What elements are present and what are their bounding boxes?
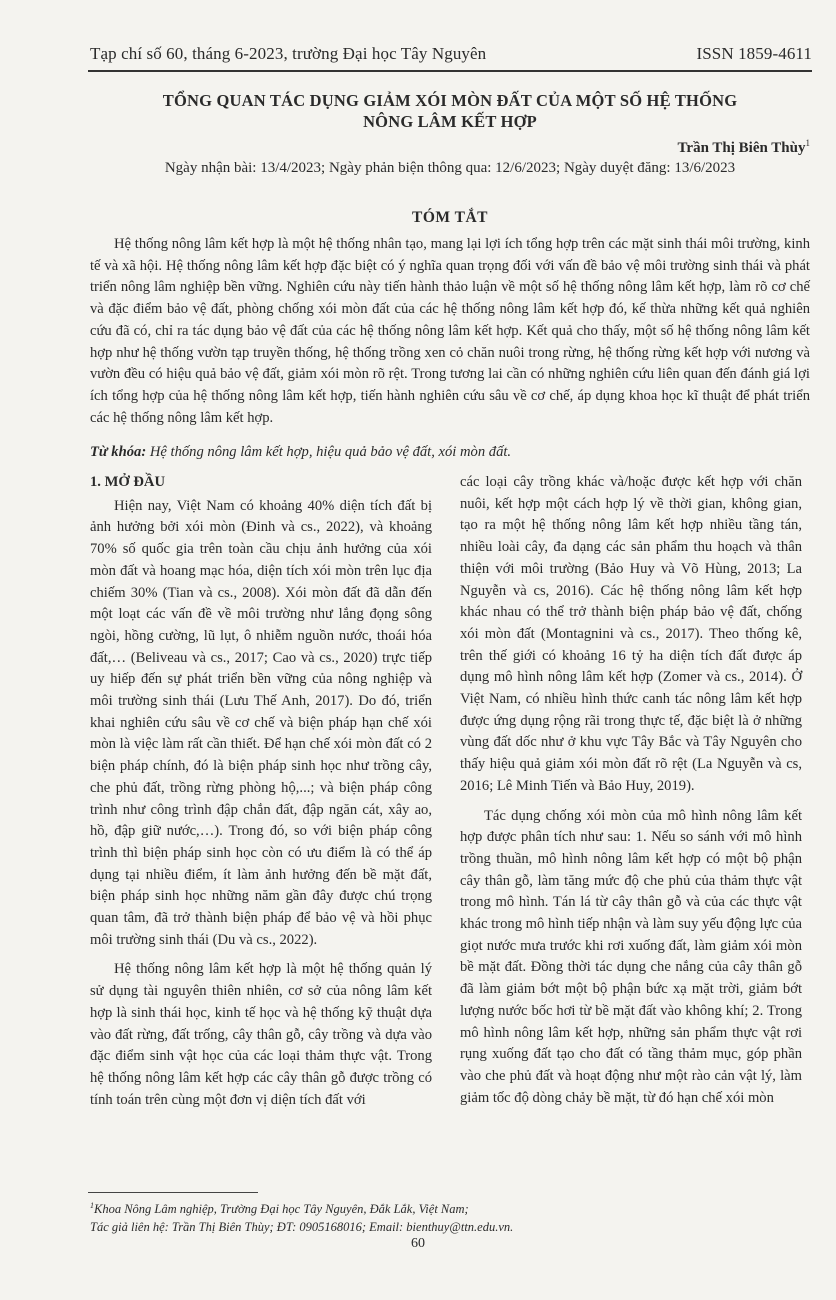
issn: ISSN 1859-4611 [696, 44, 812, 63]
affiliation-text: Khoa Nông Lâm nghiệp, Trường Đại học Tây Nguyên, Đắk Lắk, Việt Nam; [94, 1202, 469, 1217]
author [678, 138, 810, 157]
left-column [90, 472, 432, 1119]
footnotes [90, 1197, 810, 1236]
keywords [90, 444, 810, 461]
right-column [460, 472, 802, 1117]
paragraph: Tác dụng chống xói mòn của mô hình nông lâm kết hợp được phân tích như sau: 1. Nếu so sánh với mô hình trồng thuần, mô hình nông lâm kết hợp có một bộ phận cây thân gỗ, làm tăng mức độ che phủ của thảm thực vật trong mô hình. Tán lá từ cây thân gỗ và của các thực vật khác trong mô hình tiếp nhận và làm suy yếu động lực của giọt nước mưa trước khi rơi xuống đất, làm giảm xói mòn bề mặt đất. Đồng thời tác dụng che nắng của cây thân gỗ đã làm giảm bớt một bộ phận bức xạ mặt trời, giảm bớt lượng nước bốc hơi từ bề mặt đất vào không khí; 2. Trong mô hình nông lâm kết hợp, những sản phẩm thực vật rơi rụng xuống đất tạo cho đất có tầng thảm mục, góp phần vào che phủ đất và hoạt động như một rào cản vật lý, làm giảm tốc độ dòng chảy bề mặt, từ đó hạn chế xói mòn [460, 807, 802, 1106]
title-line-1: TỔNG QUAN TÁC DỤNG GIẢM XÓI MÒN ĐẤT CỦA MỘT SỐ HỆ THỐNG [162, 91, 738, 110]
footnote-contact: Tác giả liên hệ: Trần Thị Biên Thùy; ĐT: 0905168016; Email: bienthuy@ttn.edu.vn. [90, 1220, 514, 1235]
footnote-mark: 1 [90, 1201, 94, 1210]
author-affiliation-mark: 1 [805, 138, 810, 148]
paragraph: Hiện nay, Việt Nam có khoảng 40% diện tích đất bị ảnh hưởng bởi xói mòn (Đinh và cs., 2022), và khoảng 70% số quốc gia trên toàn cầu chịu ảnh hưởng của xói mòn đất và hoang mạc hóa, diện tích xói mòn trên lục địa chiếm 30% (Tian và cs., 2008). Xói mòn đất đã dẫn đến một loạt các vấn đề về môi trường như lắng đọng sông ngòi, hồng cường, lũ lụt, ô nhiễm nguồn nước, thoái hóa đất,… (Beliveau và cs., 2017; Cao và cs., 2020) trực tiếp uy hiếp đến sự phát triển bền vững của nông nghiệp và môi trường sinh thái (Lưu Thế Anh, 2017). Do đó, triển khai nghiên cứu sâu về cơ chế và biện pháp hạn chế xói mòn là việc làm rất cần thiết. Để hạn chế xói mòn đất có 2 biện pháp chính, đó là biện pháp sinh học như trồng cây, che phủ đất, trồng rừng phòng hộ,...; và biện pháp công trình như công trình đập chắn đất, đập ngăn cát, xây ao, hồ, đập giữ nước,…). Trong đó, so với biện pháp công trình thì biện pháp sinh học còn có ưu điểm là có thể áp dụng tại nhiều điểm, ít làm ảnh hưởng đến bề mặt đất, biện pháp sinh học những năm gần đây được chú trọng quan tâm, đã trở thành biện pháp để bảo vệ và hồi phục môi trường sinh thái (Du và cs., 2022). [90, 497, 432, 948]
paragraph: Hệ thống nông lâm kết hợp là một hệ thống quản lý sử dụng tài nguyên thiên nhiên, cơ sở của nông lâm kết hợp là sinh thái học, kinh tế học và hệ thống kỹ thuật dựa vào đất rừng, đất trống, cây thân gỗ, cây trồng và dựa vào đặc điểm sinh vật học của các loại thảm thực vật. Trong hệ thống nông lâm kết hợp các cây thân gỗ được trồng có tính toán trên cùng một đơn vị diện tích đất với [90, 961, 432, 1108]
article-title [88, 90, 812, 132]
journal-info: Tạp chí số 60, tháng 6-2023, trường Đại học Tây Nguyên [90, 44, 487, 63]
abstract-text: Hệ thống nông lâm kết hợp là một hệ thống nhân tạo, mang lại lợi ích tổng hợp trên các mặt sinh thái môi trường, kinh tế và xã hội. Hệ thống nông lâm kết hợp đặc biệt có ý nghĩa quan trọng đối với vấn đề bảo vệ môi trường sinh thái và phát triển nông lâm nghiệp bền vững. Nghiên cứu này tiến hành thảo luận về một số hệ thống nông lâm kết hợp, làm rõ cơ chế và đặc điểm bảo vệ đất, phòng chống xói mòn đất của các hệ thống nông lâm kết hợp đó, kế thừa những kết quả nghiên cứu đã có, chỉ ra tác dụng bảo vệ đất của các hệ thống nông lâm kết hợp. Kết quả cho thấy, một số hệ thống nông lâm kết hợp như hệ thống vườn tạp truyền thống, hệ thống trồng xen cỏ chăn nuôi trong rừng, hệ thống rừng kết hợp với nương và vườn đều có hiệu quả bảo vệ đất, giảm xói mòn rõ rệt. Trong tương lai cần có những nghiên cứu liên quan đến đánh giá lợi ích tổng hợp của hệ thống nông lâm kết hợp, tiến hành nghiên cứu sâu về cơ chế, áp dụng khoa học kĩ thuật để phát triển các hệ thống nông lâm kết hợp. [90, 236, 810, 426]
keywords-text: Hệ thống nông lâm kết hợp, hiệu quả bảo vệ đất, xói mòn đất. [149, 444, 512, 460]
page-number: 60 [411, 1236, 425, 1251]
section-heading: 1. MỞ ĐẦU [90, 474, 165, 490]
submission-dates: Ngày nhận bài: 13/4/2023; Ngày phản biện thông qua: 12/6/2023; Ngày duyệt đăng: 13/6/2023 [164, 160, 736, 176]
paragraph: các loại cây trồng khác và/hoặc được kết hợp với chăn nuôi, kết hợp một cách hợp lý về thời gian, không gian, tạo ra một hệ thống nông lâm kết hợp nhiều tầng tán, nhiều loài cây, đa dạng các sản phẩm thu hoạch và thân thiện với môi trường (Bảo Huy và Võ Hùng, 2013; La Nguyễn và cs, 2016). Các hệ thống nông lâm kết hợp khác nhau có thể trở thành biện pháp bảo vệ đất, chống xói mòn đất (Montagnini và cs., 2017). Theo thống kê, trên thế giới có khoảng 16 tỷ ha diện tích đất được áp dụng mô hình nông lâm kết hợp (Zomer và cs., 2014). Ở Việt Nam, có nhiều hình thức canh tác nông lâm kết hợp được ứng dụng rộng rãi trong thực tế, đặc biệt là ở những vùng đất dốc như ở khu vực Tây Bắc và Tây Nguyên cho thấy hiệu quả giảm xói mòn đất rõ rệt (La Nguyễn và cs, 2016; Lê Minh Tiến và Bảo Huy, 2019). [460, 474, 802, 794]
footnote-rule [88, 1192, 258, 1193]
title-line-2: NÔNG LÂM KẾT HỢP [363, 112, 537, 131]
footnote-affiliation [90, 1197, 810, 1218]
author-name: Trần Thị Biên Thùy [677, 140, 806, 156]
running-header [90, 44, 812, 64]
header-rule [88, 70, 812, 72]
abstract-heading: TÓM TẮT [412, 209, 488, 226]
keywords-label: Từ khóa: [90, 444, 147, 460]
